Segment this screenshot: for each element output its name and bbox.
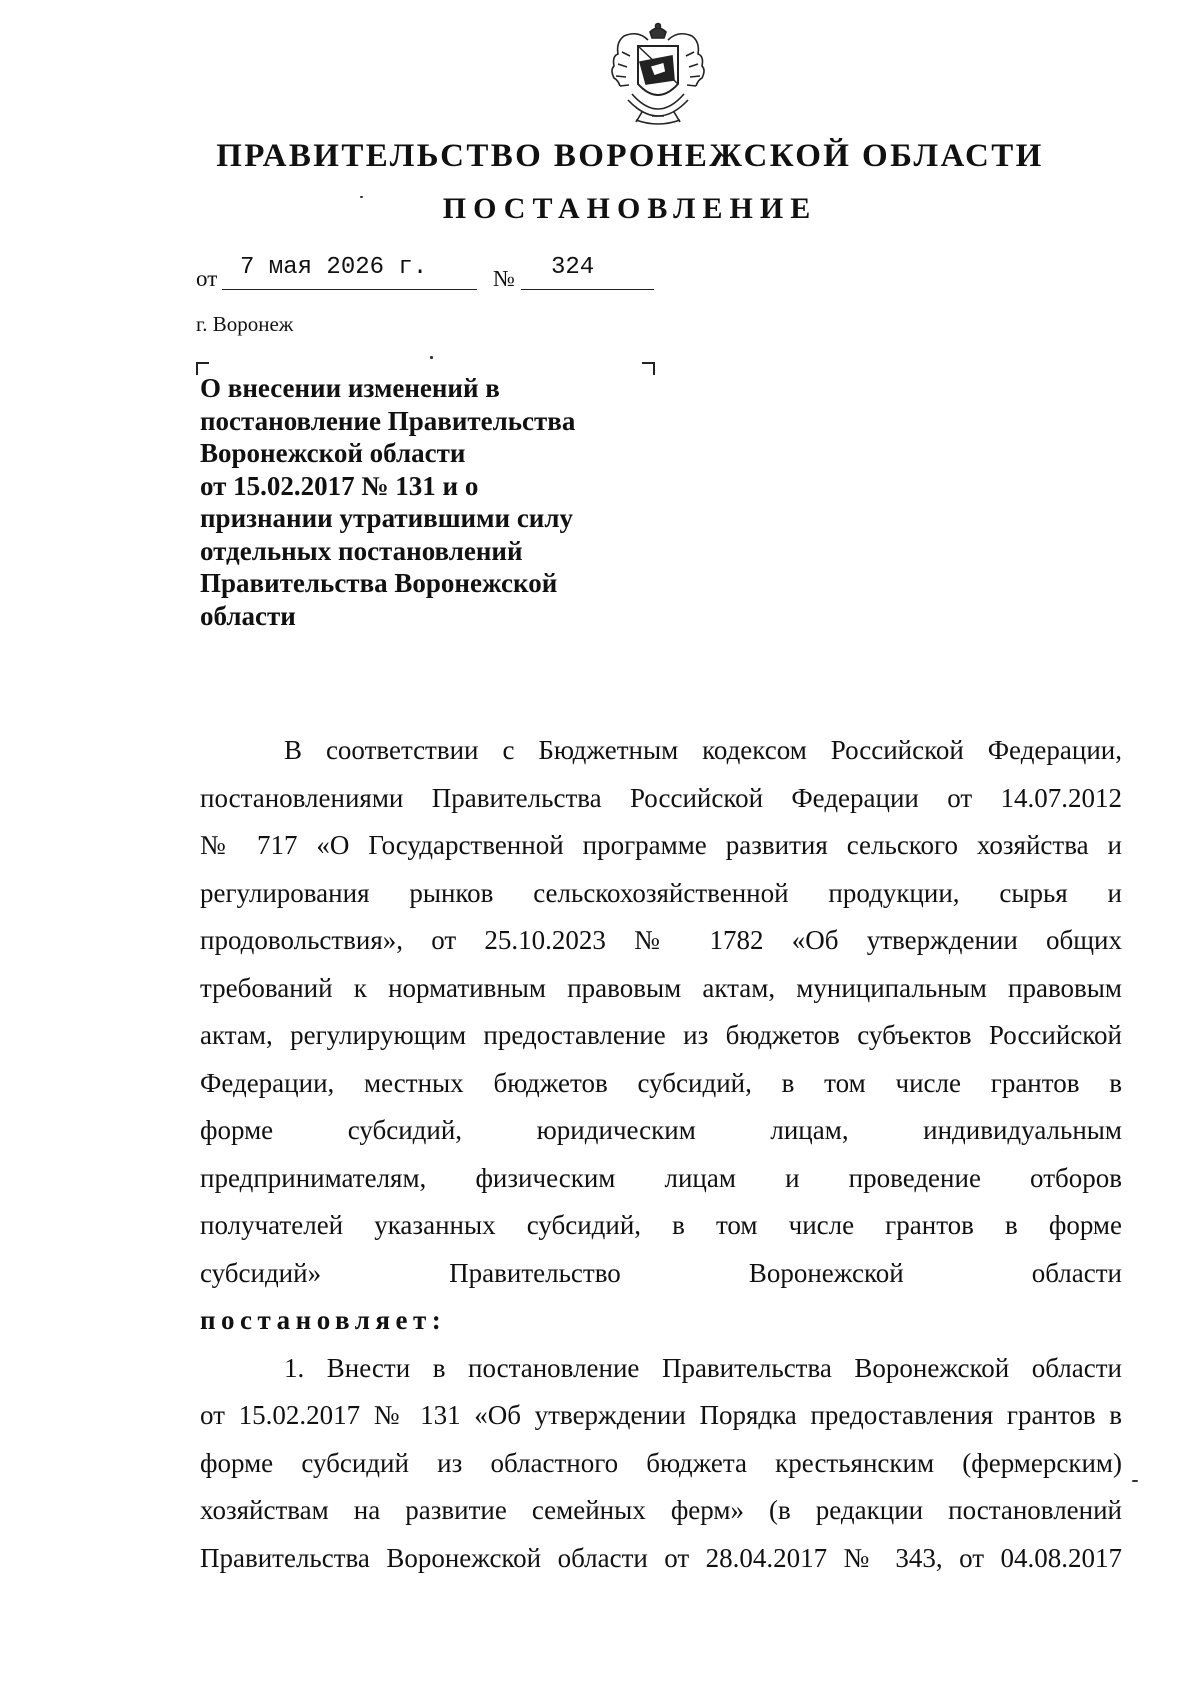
subject-corner-right: [642, 362, 655, 375]
body-line: форме субсидий, юридическим лицам, индивидуальным: [200, 1115, 1122, 1145]
body-line: продовольствия», от 25.10.2023 № 1782 «Об утверждении общих: [200, 925, 1122, 955]
city-line: г. Воронеж: [196, 312, 294, 336]
body-line: предпринимателям, физическим лицам и проведение отборов: [200, 1162, 1122, 1193]
government-title: ПРАВИТЕЛЬСТВО ВОРОНЕЖСКОЙ ОБЛАСТИ: [216, 138, 1044, 174]
document-number: 324: [551, 254, 595, 281]
subject-line: признании утратившими силу: [200, 503, 574, 533]
subject-line: от 15.02.2017 № 131 и о: [200, 470, 479, 501]
body-line: регулирования рынков сельскохозяйственной продукции, сырья и: [200, 877, 1122, 908]
body-line: Федерации, местных бюджетов субсидий, в том числе грантов в: [200, 1067, 1122, 1098]
subject-line: Воронежской области: [200, 438, 466, 468]
document-date: 7 мая 2026 г.: [240, 254, 428, 281]
scan-speck: [360, 196, 363, 198]
number-underline: [521, 289, 654, 290]
subject-line: Правительства Воронежской: [200, 568, 558, 598]
subject-line: области: [200, 600, 296, 631]
registration-line: [196, 254, 666, 294]
body-line: В соответствии с Бюджетным кодексом Российской Федерации,: [284, 735, 1122, 765]
document-subject: [200, 372, 620, 632]
body-line: требований к нормативным правовым актам, муниципальным правовым: [200, 972, 1122, 1003]
subject-line: постановление Правительства: [200, 405, 576, 436]
document-body: [200, 727, 1122, 1582]
subject-line: отдельных постановлений: [200, 535, 523, 566]
date-prefix: от: [196, 266, 218, 291]
coat-of-arms-emblem-icon: [602, 22, 714, 128]
date-underline: [222, 289, 477, 290]
document-type-title: ПОСТАНОВЛЕНИЕ: [442, 192, 818, 225]
body-line: актам, регулирующим предоставление из бюджетов субъектов Российской: [200, 1020, 1122, 1050]
resolves-keyword: постановляет:: [200, 1305, 447, 1335]
body-line: получателей указанных субсидий, в том числе грантов в форме: [200, 1210, 1122, 1240]
body-line: постановлениями Правительства Российской Федерации от 14.07.2012: [200, 782, 1122, 813]
body-line: хозяйствам на развитие семейных ферм» (в редакции постановлений: [200, 1495, 1122, 1525]
scan-speck: [430, 356, 433, 359]
body-line: № 717 «О Государственной программе развития сельского хозяйства и: [200, 830, 1122, 860]
number-prefix: №: [493, 266, 515, 291]
body-line: от 15.02.2017 № 131 «Об утверждении Порядка предоставления грантов в: [200, 1400, 1122, 1430]
body-line: 1. Внести в постановление Правительства Воронежской области: [284, 1352, 1122, 1383]
body-line: форме субсидий из областного бюджета крестьянским (фермерским): [200, 1447, 1122, 1478]
scan-speck: [1132, 1480, 1138, 1482]
body-line: Правительства Воронежской области от 28.04.2017 № 343, от 04.08.2017: [200, 1542, 1122, 1573]
body-line: субсидий» Правительство Воронежской области: [200, 1257, 1122, 1288]
subject-line: О внесении изменений в: [200, 373, 500, 403]
